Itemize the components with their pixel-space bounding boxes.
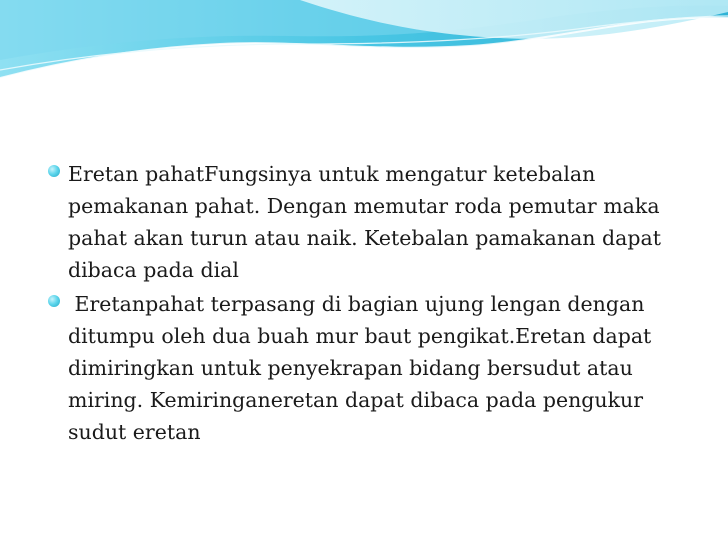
bullet-text: Eretanpahat terpasang di bagian ujung lengan dengan ditumpu oleh dua buah mur baut pengikat.Eretan dapat dimiringkan untuk penyekrapan bidang bersudut atau miring. Kemiringaneretan dapat dibaca pada pengukur sudut eretan <box>68 292 658 444</box>
round-bullet-icon <box>48 295 60 307</box>
round-bullet-icon <box>48 165 60 177</box>
bullet-item-1 <box>48 158 698 286</box>
slide-content <box>48 158 698 448</box>
bullet-item-2 <box>48 288 698 448</box>
header-wave-decoration <box>0 0 728 90</box>
bullet-text: Eretan pahatFungsinya untuk mengatur ketebalan pemakanan pahat. Dengan memutar roda pemutar maka pahat akan turun atau naik. Ketebalan pamakanan dapat dibaca pada dial <box>68 162 661 282</box>
